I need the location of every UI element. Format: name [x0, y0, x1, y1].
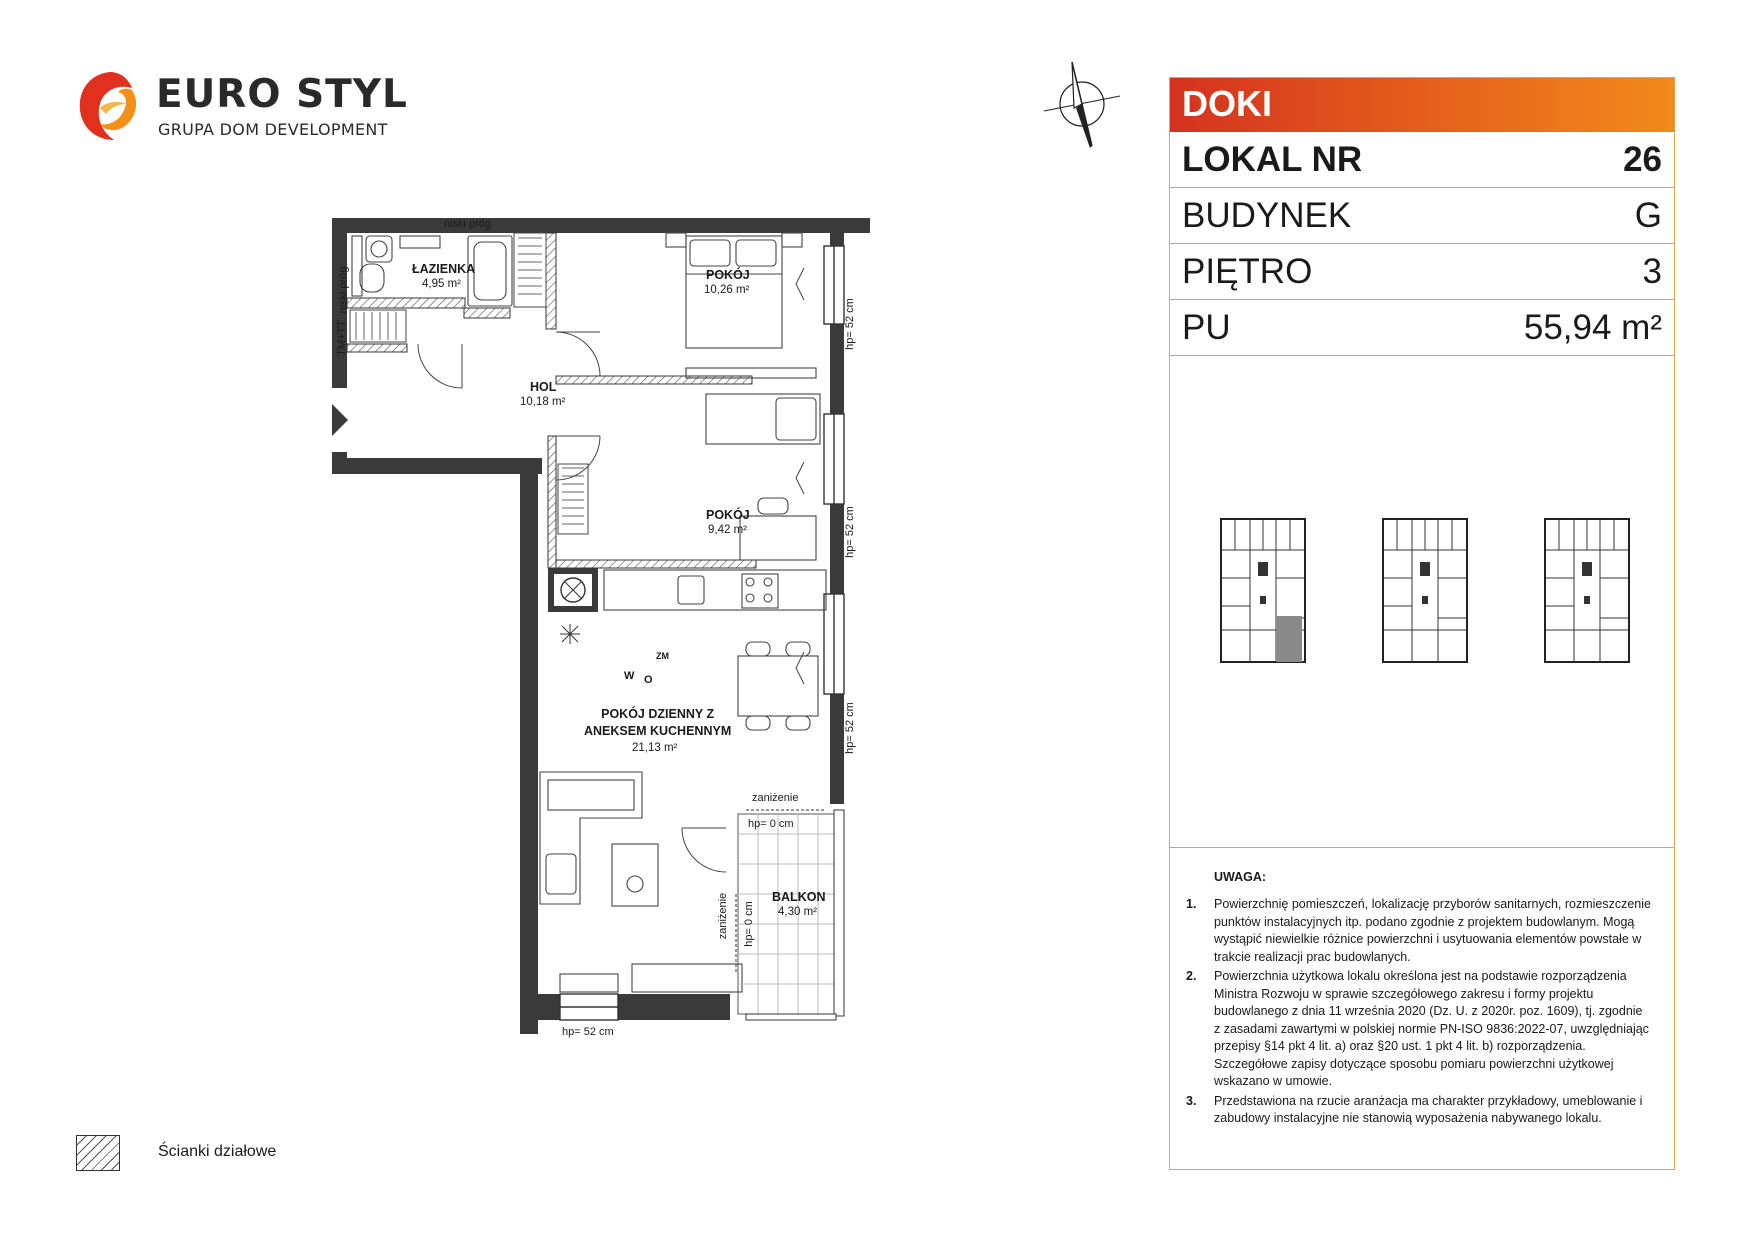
note-item: [1186, 1093, 1652, 1128]
notes-section: [1170, 847, 1674, 1171]
logo-mark-icon: [74, 68, 146, 146]
brand-name: EURO STYL: [156, 72, 408, 117]
row-floor: [1170, 244, 1674, 300]
room-label: POKÓJ: [706, 268, 750, 282]
row-label: PIĘTRO: [1182, 252, 1313, 291]
floor-plan: [326, 214, 886, 1044]
row-unit-number: [1170, 132, 1674, 188]
row-label: LOKAL NR: [1182, 140, 1363, 179]
building-key-plan-3: [1544, 518, 1630, 663]
lowering-label-vertical: zaniżenie: [717, 892, 730, 940]
note-number: 1.: [1186, 897, 1197, 911]
compass-o-label: O: [644, 674, 653, 686]
note-number: 3.: [1186, 1093, 1197, 1108]
room-label: BALKON: [772, 890, 826, 904]
brand-subtitle: GRUPA DOM DEVELOPMENT: [158, 120, 388, 139]
room-area: 21,13 m²: [632, 742, 678, 754]
compass-w-label: W: [624, 670, 635, 682]
euro-styl-logo: [74, 68, 408, 148]
partition-wall-swatch: [76, 1135, 120, 1171]
legend-label: Ścianki działowe: [158, 1143, 277, 1160]
note-text: Powierzchnia użytkowa lokalu określona jest na podstawie rozporządzenia Ministra Rozwoju w sprawie szczegółowego zakresu i formy projektu budowlanego z dnia 11 września 2020 (Dz. U. z 2020r. poz. 1609), tj. zgodnie z zasadami zawartymi w polskiej normie PN-ISO 9836:2022-07, uwzględniając przepisy §14 pkt 4 lit. a) oraz §20 ust. 1 pkt 4 lit. b) rozporządzenia. Szczegółowe zapisy dotyczące sposobu pomiaru powierzchni użytkowej wskazano w umowie.: [1214, 969, 1649, 1088]
note-item: [1186, 968, 1652, 1091]
room-area: 10,26 m²: [704, 284, 750, 296]
investment-name: DOKI: [1182, 83, 1272, 124]
lowering-label: zaniżenie: [752, 792, 799, 804]
note-text: Przedstawiona na rzucie aranżacja ma charakter przykładowy, umeblowanie i zabudowy instalacyjne nie stanowią wyposażenia nabywanego lokalu.: [1214, 1093, 1643, 1125]
row-label: PU: [1182, 308, 1231, 347]
notes-title: UWAGA:: [1214, 870, 1267, 884]
note-text: Powierzchnię pomieszczeń, lokalizację przyborów sanitarnych, rozmieszczenie punktów instalacyjnych itp. podano zgodnie z projektem budowlanym. Mogą wystąpić niewielkie różnice powierzchni i usytuowania elementów powstałe w trakcie realizacji prac budowlanych.: [1214, 897, 1651, 964]
note-number: 2.: [1186, 969, 1197, 983]
window-sill-height-label: hp= 52 cm: [843, 702, 856, 754]
row-building: [1170, 188, 1674, 244]
room-label: POKÓJ DZIENNY Z ANEKSEM KUCHENNYM: [584, 707, 732, 738]
room-area: 4,95 m²: [422, 278, 461, 290]
room-label: POKÓJ: [706, 508, 750, 522]
window-sill-height-label: hp= 52 cm: [843, 298, 856, 350]
height-label-balcony-top: hp= 0 cm: [748, 818, 794, 830]
low-threshold-label: niski próg: [444, 218, 492, 230]
row-value: G: [1634, 196, 1662, 235]
room-area: 10,18 m²: [520, 396, 566, 408]
room-area: 9,42 m²: [708, 524, 747, 536]
window-sill-height-label: hp= 52 cm: [562, 1026, 614, 1038]
floor-plan-drawing: [326, 214, 886, 1044]
boiler-label: ZM: [656, 651, 669, 661]
building-key-plan-2: [1382, 518, 1468, 663]
row-value: 55,94 m²: [1523, 308, 1662, 347]
apartment-info-panel: [1169, 77, 1675, 1170]
row-value: 3: [1642, 252, 1662, 291]
row-usable-area: [1170, 300, 1674, 356]
low-threshold-label-vertical: niski próg: [337, 266, 350, 314]
north-compass-icon: [1040, 56, 1124, 152]
height-label-balcony-side: hp= 0 cm: [742, 901, 755, 947]
building-key-plan-1: [1220, 518, 1306, 663]
row-label: BUDYNEK: [1182, 196, 1352, 235]
room-area: 4,30 m²: [778, 906, 817, 918]
window-sill-height-label: hp= 52 cm: [843, 506, 856, 558]
washer-dryer-label: TM+TT: [335, 320, 348, 356]
row-value: 26: [1623, 140, 1662, 179]
notes-list: [1186, 896, 1652, 1130]
room-label: HOL: [530, 380, 557, 394]
room-label: ŁAZIENKA: [412, 262, 476, 276]
note-item: [1186, 896, 1652, 966]
investment-header: [1170, 78, 1674, 132]
